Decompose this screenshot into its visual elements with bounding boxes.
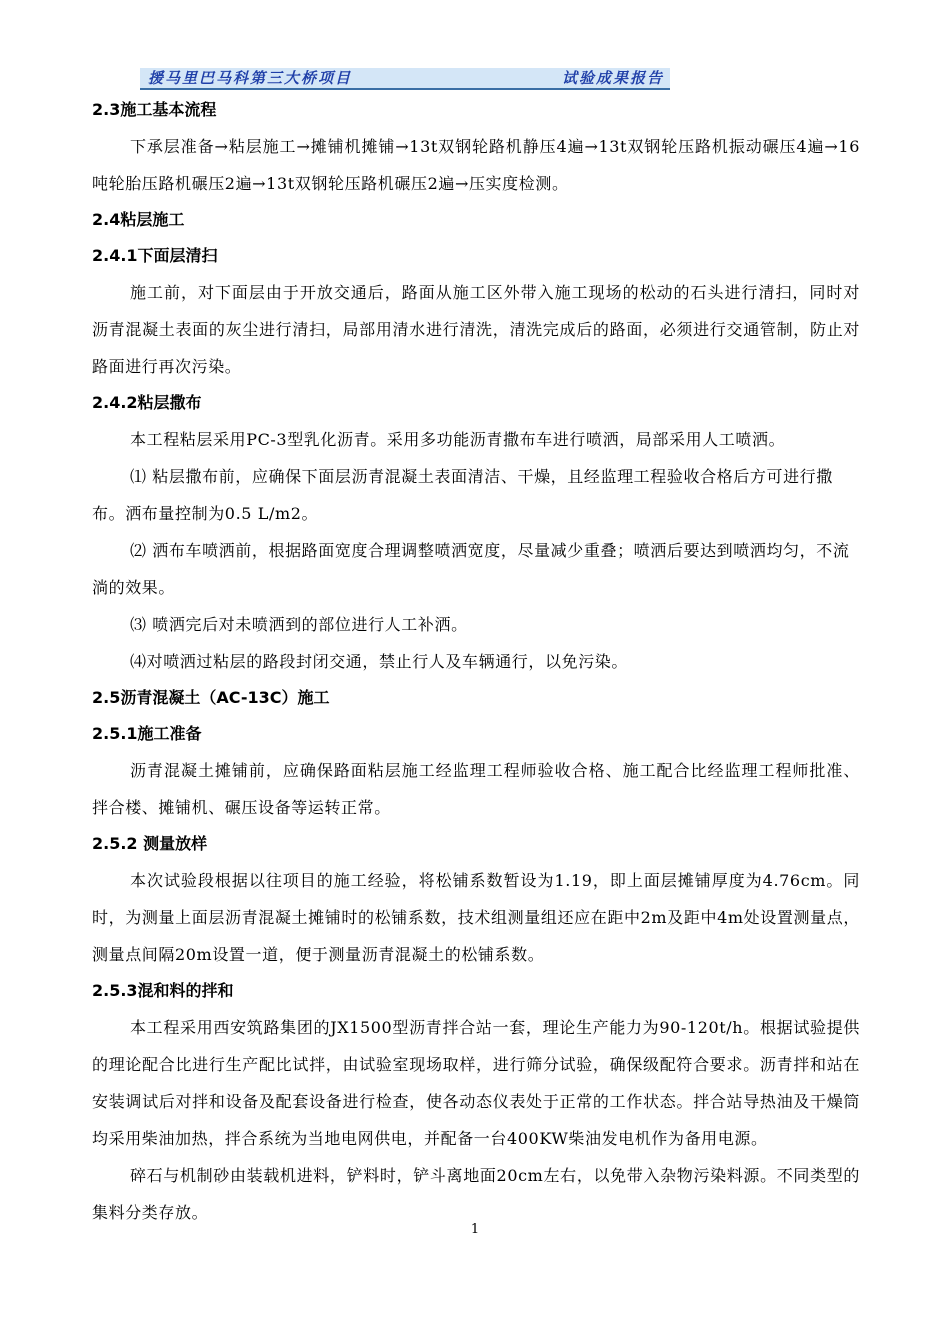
header-project-title: 援马里巴马科第三大桥项目 (148, 69, 353, 87)
subsection-heading: 2.5.3混和料的拌和 (92, 981, 234, 1000)
subsection-heading: 2.4.2粘层撒布 (92, 393, 202, 412)
subsection-heading: 2.5.1施工准备 (92, 724, 202, 743)
paragraph: 施工前，对下面层由于开放交通后，路面从施工区外带入施工现场的松动的石头进行清扫，同时对沥青混凝土表面的灰尘进行清扫，局部用清水进行清洗，清洗完成后的路面，必须进行交通管制，防止对路面进行再次污染。 (92, 283, 860, 376)
document-body (92, 92, 860, 1231)
list-item: ⑵ 洒布车喷洒前，根据路面宽度合理调整喷洒宽度，尽量减少重叠；喷洒后要达到喷洒均匀，不流淌的效果。 (92, 541, 850, 597)
paragraph: 沥青混凝土摊铺前，应确保路面粘层施工经监理工程师验收合格、施工配合比经监理工程师批准、拌合楼、摊铺机、碾压设备等运转正常。 (92, 761, 860, 817)
paragraph: 下承层准备→粘层施工→摊铺机摊铺→13t双钢轮路机静压4遍→13t双钢轮压路机振动碾压4遍→16吨轮胎压路机碾压2遍→13t双钢轮压路机碾压2遍→压实度检测。 (92, 137, 860, 193)
subsection-heading: 2.4.1下面层清扫 (92, 246, 218, 265)
paragraph: 本工程采用西安筑路集团的JX1500型沥青拌合站一套，理论生产能力为90-120t/h。根据试验提供的理论配合比进行生产配比试拌，由试验室现场取样，进行筛分试验，确保级配符合要求。沥青拌和站在安装调试后对拌和设备及配套设备进行检查，使各动态仪表处于正常的工作状态。拌合站导热油及干燥筒均采用柴油加热，拌合系统为当地电网供电，并配备一台400KW柴油发电机作为备用电源。 (92, 1018, 860, 1148)
paragraph: 本工程粘层采用PC-3型乳化沥青。采用多功能沥青撒布车进行喷洒，局部采用人工喷洒。 (130, 430, 786, 449)
section-heading: 2.4粘层施工 (92, 210, 185, 229)
list-item: ⑷对喷洒过粘层的路段封闭交通，禁止行人及车辆通行，以免污染。 (130, 652, 629, 671)
list-item: ⑶ 喷洒完后对未喷洒到的部位进行人工补洒。 (130, 615, 468, 634)
page-number: 1 (470, 1222, 480, 1237)
list-item: ⑴ 粘层撒布前，应确保下面层沥青混凝土表面清洁、干燥，且经监理工程验收合格后方可进行撒布。洒布量控制为0.5 L/m2。 (92, 467, 833, 523)
subsection-heading: 2.5.2 测量放样 (92, 834, 208, 853)
header-report-title: 试验成果报告 (562, 69, 665, 87)
paragraph: 碎石与机制砂由装载机进料，铲料时，铲斗离地面20cm左右，以免带入杂物污染料源。不同类型的集料分类存放。 (92, 1166, 860, 1222)
section-heading: 2.5沥青混凝土（AC-13C）施工 (92, 688, 330, 707)
paragraph: 本次试验段根据以往项目的施工经验，将松铺系数暂设为1.19，即上面层摊铺厚度为4.76cm。同时，为测量上面层沥青混凝土摊铺时的松铺系数，技术组测量组还应在距中2m及距中4m处设置测量点，测量点间隔20m设置一道，便于测量沥青混凝土的松铺系数。 (92, 871, 860, 964)
section-heading: 2.3施工基本流程 (92, 100, 217, 119)
